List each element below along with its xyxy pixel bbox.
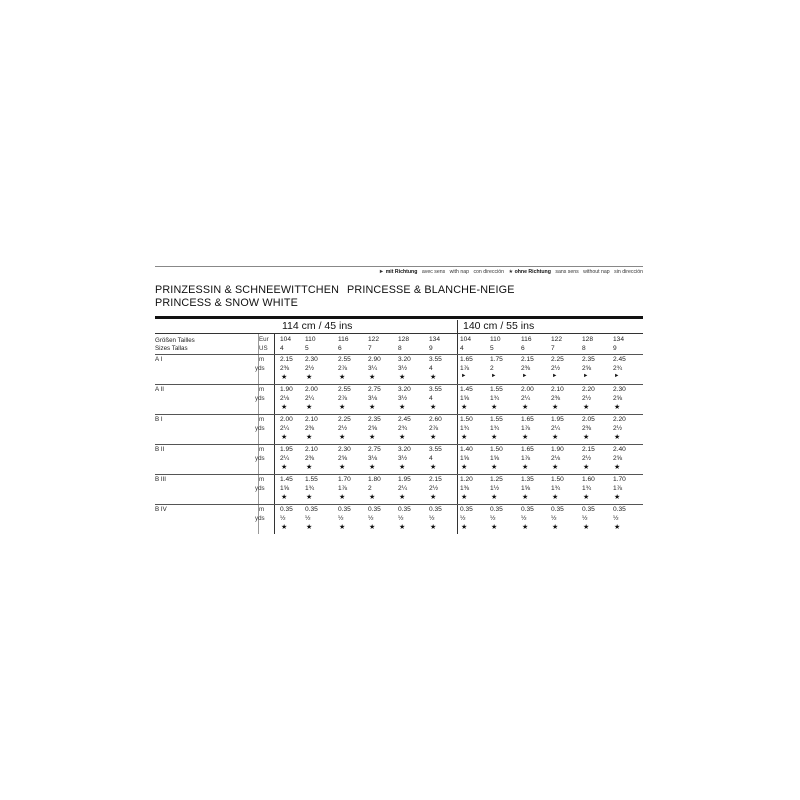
star-icon: ★ (430, 374, 437, 381)
value-yds: 1⅞ (613, 485, 623, 492)
size-us-114-1: 5 (305, 345, 309, 352)
value-m: 1.70 (338, 476, 351, 483)
value-yds: 2¾ (398, 425, 408, 432)
star-icon: ★ (281, 374, 288, 381)
value-yds: 2¼ (305, 395, 315, 402)
star-icon: ★ (461, 464, 468, 471)
star-icon: ★ (306, 464, 313, 471)
value-yds: 2⅜ (280, 365, 290, 372)
value-yds: 1⅞ (521, 425, 531, 432)
legend-without-nap-es: sin dirección (614, 269, 643, 275)
legend-with-nap-es: con dirección (473, 269, 505, 275)
value-yds: 2⅜ (551, 395, 561, 402)
size-us-140-0: 4 (460, 345, 464, 352)
value-yds: 4 (429, 395, 433, 402)
value-yds: 1⅝ (280, 485, 290, 492)
value-m: 2.75 (368, 446, 381, 453)
star-icon: ★ (399, 434, 406, 441)
value-m: 2.30 (613, 386, 626, 393)
legend-with-nap-en: with nap (449, 269, 469, 275)
value-m: 2.25 (551, 356, 564, 363)
star-icon: ★ (430, 404, 437, 411)
value-m: 0.35 (398, 506, 411, 513)
legend-without-nap-en: without nap (583, 269, 610, 275)
value-m: 2.15 (582, 446, 595, 453)
value-m: 2.45 (398, 416, 411, 423)
value-yds: 3¼ (368, 365, 378, 372)
size-eur-140-2: 116 (521, 336, 532, 343)
star-icon: ★ (583, 524, 590, 531)
value-m: 1.25 (490, 476, 503, 483)
size-us-140-4: 8 (582, 345, 586, 352)
star-icon: ★ (491, 524, 498, 531)
star-icon: ★ (306, 374, 313, 381)
row-divider (155, 384, 643, 385)
value-m: 2.35 (368, 416, 381, 423)
value-yds: 3½ (398, 395, 408, 402)
value-m: 0.35 (582, 506, 595, 513)
value-m: 1.95 (280, 446, 293, 453)
size-header-line1: Größen Tailles (155, 337, 195, 344)
value-yds: 2⅝ (613, 455, 623, 462)
star-icon: ★ (552, 434, 559, 441)
value-yds: 1⅞ (460, 365, 470, 372)
unit-yds: yds (255, 455, 265, 462)
star-icon: ★ (614, 434, 621, 441)
unit-m: m (259, 446, 265, 453)
value-yds: 2⅝ (368, 425, 378, 432)
legend-with-nap-de: mit Richtung (385, 269, 418, 275)
size-us-114-4: 8 (398, 345, 402, 352)
value-m: 1.60 (582, 476, 595, 483)
size-eur-114-4: 128 (398, 336, 410, 343)
size-eur-114-3: 122 (368, 336, 380, 343)
unit-yds: yds (255, 365, 265, 372)
value-m: 0.35 (429, 506, 442, 513)
value-yds: 2⅝ (582, 365, 592, 372)
value-yds: 2½ (429, 485, 439, 492)
value-yds: ½ (490, 515, 496, 522)
value-m: 0.35 (460, 506, 473, 513)
value-m: 0.35 (338, 506, 351, 513)
value-yds: 2½ (338, 425, 348, 432)
row-divider (155, 474, 643, 475)
value-m: 1.75 (490, 356, 503, 363)
size-us-114-5: 9 (429, 345, 433, 352)
value-yds: 2½ (582, 395, 592, 402)
size-eur-114-0: 104 (280, 336, 292, 343)
value-yds: 1¾ (582, 485, 592, 492)
star-icon: ★ (614, 524, 621, 531)
value-yds: 2½ (582, 455, 592, 462)
unit-m: m (259, 416, 265, 423)
us-label: US (259, 345, 268, 352)
value-m: 2.05 (582, 416, 595, 423)
star-icon: ★ (369, 404, 376, 411)
value-m: 1.50 (460, 416, 473, 423)
value-m: 1.50 (551, 476, 564, 483)
star-icon: ★ (552, 524, 559, 531)
unit-m: m (259, 506, 265, 513)
value-yds: 1¾ (490, 395, 500, 402)
row-divider (155, 414, 643, 415)
value-yds: 1⅝ (521, 485, 531, 492)
star-icon: ★ (339, 524, 346, 531)
value-m: 1.65 (521, 446, 534, 453)
width-divider (457, 320, 458, 534)
value-m: 1.70 (613, 476, 626, 483)
value-m: 1.50 (490, 446, 503, 453)
value-m: 3.20 (398, 356, 411, 363)
unit-yds: yds (255, 485, 265, 492)
value-yds: 1⅞ (338, 485, 348, 492)
star-icon: ★ (339, 434, 346, 441)
value-yds: ½ (551, 515, 557, 522)
eur-label: Eur (259, 336, 269, 343)
value-m: 1.65 (460, 356, 473, 363)
star-icon: ★ (461, 404, 468, 411)
value-yds: ½ (521, 515, 527, 522)
fabric-width-114: 114 cm / 45 ins (282, 320, 353, 332)
size-us-114-2: 6 (338, 345, 342, 352)
star-icon: ★ (461, 494, 468, 501)
unit-m: m (259, 356, 265, 363)
star-icon: ★ (461, 434, 468, 441)
size-eur-140-1: 110 (490, 336, 501, 343)
value-yds: ½ (338, 515, 344, 522)
value-yds: 1¾ (460, 425, 470, 432)
value-yds: 1¾ (490, 425, 500, 432)
unit-yds: yds (255, 515, 265, 522)
value-m: 1.40 (460, 446, 473, 453)
value-m: 2.40 (613, 446, 626, 453)
row-label: B I (155, 416, 163, 423)
value-m: 1.45 (460, 386, 473, 393)
value-yds: ½ (368, 515, 374, 522)
star-icon: ★ (339, 404, 346, 411)
page-title-line1 (155, 284, 515, 296)
star-icon: ★ (522, 524, 529, 531)
value-yds: 2⅛ (280, 395, 290, 402)
star-icon: ★ (281, 404, 288, 411)
title-de: PRINZESSIN & SCHNEEWITTCHEN (155, 284, 340, 296)
value-yds: 2⅝ (613, 395, 623, 402)
value-m: 2.15 (521, 356, 534, 363)
row-divider (155, 504, 643, 505)
value-yds: ½ (280, 515, 286, 522)
value-yds: ½ (460, 515, 466, 522)
value-m: 3.20 (398, 446, 411, 453)
value-yds: 1⅜ (460, 485, 470, 492)
star-icon: ★ (522, 464, 529, 471)
value-m: 2.00 (280, 416, 293, 423)
value-m: 2.00 (521, 386, 534, 393)
star-icon: ★ (491, 404, 498, 411)
value-m: 1.55 (305, 476, 318, 483)
value-m: 1.95 (551, 416, 564, 423)
value-yds: 2¾ (613, 365, 623, 372)
size-us-140-3: 7 (551, 345, 555, 352)
unit-yds: yds (255, 395, 265, 402)
value-m: 2.20 (582, 386, 595, 393)
value-m: 1.80 (368, 476, 381, 483)
star-icon: ★ (491, 434, 498, 441)
size-eur-114-1: 110 (305, 336, 316, 343)
star-icon: ★ (461, 524, 468, 531)
value-m: 0.35 (521, 506, 534, 513)
size-eur-140-0: 104 (460, 336, 472, 343)
triangle-right-icon: ► (461, 373, 467, 379)
header-rule (155, 316, 643, 319)
value-m: 2.10 (305, 446, 318, 453)
title-fr: PRINCESSE & BLANCHE-NEIGE (347, 284, 515, 296)
size-header-line2: Sizes Tallas (155, 345, 188, 352)
fabric-width-140: 140 cm / 55 ins (463, 320, 535, 332)
value-yds: 1¾ (551, 485, 561, 492)
value-yds: 2 (490, 365, 494, 372)
size-eur-140-5: 134 (613, 336, 625, 343)
value-m: 0.35 (305, 506, 318, 513)
value-yds: 2⅞ (429, 425, 439, 432)
value-yds: 2 (368, 485, 372, 492)
row-label: B IV (155, 506, 167, 513)
value-m: 2.30 (338, 446, 351, 453)
value-m: 2.45 (613, 356, 626, 363)
star-icon: ★ (552, 494, 559, 501)
triangle-right-icon: ► (614, 373, 620, 379)
value-yds: 2⅜ (521, 365, 531, 372)
value-yds: 2⅜ (305, 455, 315, 462)
value-m: 2.25 (338, 416, 351, 423)
star-icon: ★ (369, 374, 376, 381)
value-m: 1.45 (280, 476, 293, 483)
value-yds: 2⅜ (582, 425, 592, 432)
star-icon: ★ (430, 524, 437, 531)
value-yds: 2¼ (398, 485, 408, 492)
table-top-line (155, 333, 643, 334)
value-yds: 3⅛ (368, 455, 378, 462)
star-icon: ★ (306, 494, 313, 501)
star-icon: ★ (369, 494, 376, 501)
star-icon: ★ (306, 524, 313, 531)
row-label: B II (155, 446, 165, 453)
star-icon: ★ (430, 464, 437, 471)
value-m: 1.95 (398, 476, 411, 483)
value-m: 2.15 (429, 476, 442, 483)
star-icon: ★ (491, 494, 498, 501)
value-yds: 2¼ (280, 425, 290, 432)
value-m: 3.55 (429, 446, 442, 453)
value-m: 1.20 (460, 476, 473, 483)
unit-yds: yds (255, 425, 265, 432)
star-icon: ★ (281, 434, 288, 441)
unit-m: m (259, 386, 265, 393)
nap-legend (379, 269, 643, 275)
star-icon: ★ (508, 269, 514, 275)
value-yds: ½ (613, 515, 619, 522)
size-us-114-0: 4 (280, 345, 284, 352)
star-icon: ★ (522, 404, 529, 411)
star-icon: ★ (614, 494, 621, 501)
value-m: 1.55 (490, 416, 503, 423)
star-icon: ★ (281, 464, 288, 471)
value-yds: 2⅝ (338, 455, 348, 462)
star-icon: ★ (399, 464, 406, 471)
value-yds: 1¾ (305, 485, 315, 492)
row-divider (155, 444, 643, 445)
size-header-bottom-line (155, 354, 643, 355)
star-icon: ★ (583, 464, 590, 471)
star-icon: ★ (339, 464, 346, 471)
value-m: 1.55 (490, 386, 503, 393)
value-yds: 4 (429, 365, 433, 372)
star-icon: ★ (369, 524, 376, 531)
value-yds: 1⅝ (490, 455, 500, 462)
value-yds: 2¼ (521, 395, 531, 402)
value-m: 2.75 (368, 386, 381, 393)
star-icon: ★ (583, 404, 590, 411)
value-yds: 2¼ (551, 425, 561, 432)
title-en: PRINCESS & SNOW WHITE (155, 297, 298, 309)
value-m: 2.35 (582, 356, 595, 363)
value-yds: 2¼ (280, 455, 290, 462)
value-yds: 2½ (305, 365, 315, 372)
value-yds: 1⅞ (521, 455, 531, 462)
star-icon: ★ (399, 524, 406, 531)
value-m: 2.55 (338, 356, 351, 363)
size-us-114-3: 7 (368, 345, 372, 352)
size-eur-140-3: 122 (551, 336, 563, 343)
star-icon: ★ (339, 494, 346, 501)
legend-with-nap-fr: avec sens (421, 269, 446, 275)
star-icon: ★ (583, 494, 590, 501)
value-m: 2.00 (305, 386, 318, 393)
star-icon: ★ (369, 434, 376, 441)
row-label: A I (155, 356, 163, 363)
star-icon: ★ (306, 404, 313, 411)
star-icon: ★ (522, 494, 529, 501)
star-icon: ★ (614, 464, 621, 471)
value-m: 1.90 (280, 386, 293, 393)
legend-without-nap-de: ohne Richtung (514, 269, 551, 275)
value-yds: ½ (398, 515, 404, 522)
size-eur-114-5: 134 (429, 336, 441, 343)
size-us-140-5: 9 (613, 345, 617, 352)
value-yds: 2½ (551, 365, 561, 372)
star-icon: ★ (369, 464, 376, 471)
value-yds: ½ (429, 515, 435, 522)
value-yds: 3½ (398, 365, 408, 372)
row-label: B III (155, 476, 167, 483)
size-eur-114-2: 116 (338, 336, 349, 343)
top-rule (155, 266, 643, 267)
value-yds: 2⅞ (338, 365, 348, 372)
star-icon: ★ (491, 464, 498, 471)
star-icon: ★ (399, 494, 406, 501)
triangle-right-icon: ► (522, 373, 528, 379)
star-icon: ★ (399, 404, 406, 411)
value-m: 2.55 (338, 386, 351, 393)
star-icon: ★ (281, 494, 288, 501)
value-yds: 1⅝ (460, 395, 470, 402)
star-icon: ★ (306, 434, 313, 441)
value-m: 0.35 (368, 506, 381, 513)
value-m: 1.35 (521, 476, 534, 483)
value-m: 2.10 (551, 386, 564, 393)
value-m: 0.35 (490, 506, 503, 513)
row-label: A II (155, 386, 164, 393)
value-yds: 3⅛ (368, 395, 378, 402)
star-icon: ★ (430, 434, 437, 441)
triangle-right-icon: ► (378, 269, 385, 275)
value-m: 2.20 (613, 416, 626, 423)
star-icon: ★ (583, 434, 590, 441)
value-yds: 2½ (613, 425, 623, 432)
value-m: 0.35 (551, 506, 564, 513)
value-m: 1.65 (521, 416, 534, 423)
star-icon: ★ (399, 374, 406, 381)
value-yds: 4 (429, 455, 433, 462)
star-icon: ★ (552, 404, 559, 411)
value-yds: 1½ (490, 485, 500, 492)
value-m: 0.35 (613, 506, 626, 513)
value-yds: 3½ (398, 455, 408, 462)
value-m: 2.10 (305, 416, 318, 423)
size-us-140-1: 5 (490, 345, 494, 352)
triangle-right-icon: ► (552, 373, 558, 379)
star-icon: ★ (339, 374, 346, 381)
star-icon: ★ (552, 464, 559, 471)
star-icon: ★ (614, 404, 621, 411)
value-m: 3.20 (398, 386, 411, 393)
value-yds: 2⅞ (338, 395, 348, 402)
star-icon: ★ (522, 434, 529, 441)
value-yds: ½ (305, 515, 311, 522)
legend-without-nap-fr: sans sens (555, 269, 579, 275)
size-eur-140-4: 128 (582, 336, 594, 343)
value-m: 2.30 (305, 356, 318, 363)
value-m: 2.15 (280, 356, 293, 363)
value-m: 2.90 (368, 356, 381, 363)
size-us-140-2: 6 (521, 345, 525, 352)
unit-m: m (259, 476, 265, 483)
value-m: 0.35 (280, 506, 293, 513)
star-icon: ★ (281, 524, 288, 531)
value-yds: 2⅛ (551, 455, 561, 462)
value-yds: ½ (582, 515, 588, 522)
value-yds: 1⅝ (460, 455, 470, 462)
triangle-right-icon: ► (583, 373, 589, 379)
value-m: 2.60 (429, 416, 442, 423)
triangle-right-icon: ► (491, 373, 497, 379)
value-m: 1.90 (551, 446, 564, 453)
value-yds: 2⅜ (305, 425, 315, 432)
star-icon: ★ (430, 494, 437, 501)
value-m: 3.55 (429, 386, 442, 393)
value-m: 3.55 (429, 356, 442, 363)
